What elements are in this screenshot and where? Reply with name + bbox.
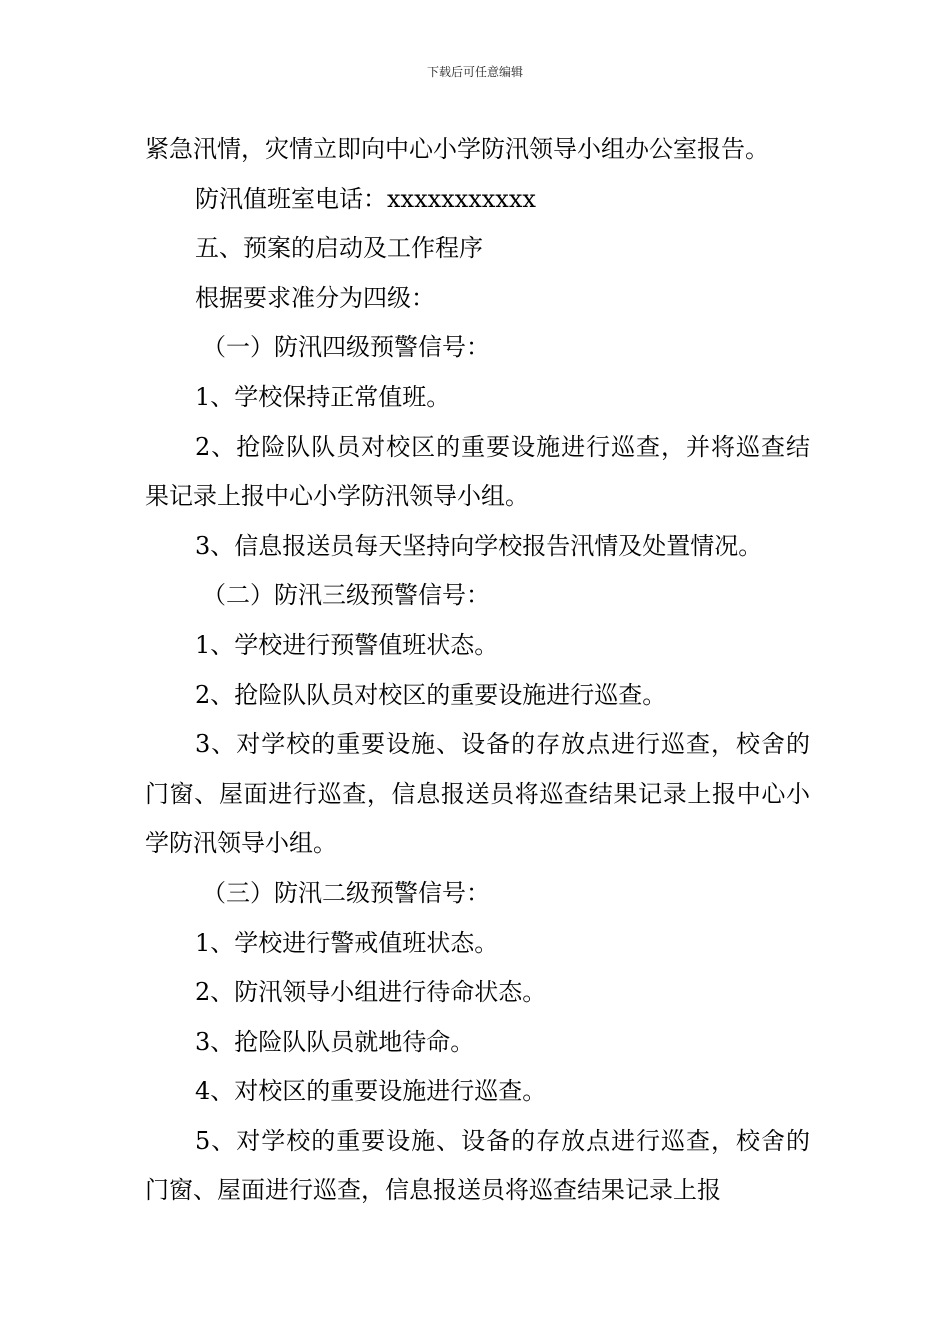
paragraph-levels-intro: 根据要求准分为四级：	[195, 283, 435, 312]
subheading-level-two: （三）防汛二级预警信号：	[202, 878, 490, 907]
page-header-note: 下载后可任意编辑	[426, 65, 523, 79]
section-heading: 五、预案的启动及工作程序	[195, 234, 483, 263]
list-item: 1、学校进行警戒值班状态。	[195, 928, 499, 957]
list-item: 1、学校进行预警值班状态。	[195, 630, 499, 659]
list-item: 3、抢险队队员就地待命。	[195, 1027, 475, 1056]
subheading-level-three: （二）防汛三级预警信号：	[202, 581, 490, 610]
list-item: 2、防汛领导小组进行待命状态。	[195, 978, 547, 1007]
list-item: 4、对校区的重要设施进行巡查。	[195, 1077, 547, 1106]
list-item: 1、学校保持正常值班。	[195, 382, 451, 411]
list-item: 3、对学校的重要设施、设备的存放点进行巡查，校舍的门窗、屋面进行巡查，信息报送员将巡查结果记录上报中心小学防汛领导小组。	[145, 730, 810, 858]
list-item: 2、抢险队队员对校区的重要设施进行巡查，并将巡查结果记录上报中心小学防汛领导小组。	[145, 432, 810, 511]
list-item: 5、对学校的重要设施、设备的存放点进行巡查，校舍的门窗、屋面进行巡查，信息报送员将巡查结果记录上报	[145, 1126, 810, 1205]
list-item: 3、信息报送员每天坚持向学校报告汛情及处置情况。	[195, 531, 763, 560]
subheading-level-four: （一）防汛四级预警信号：	[202, 333, 490, 362]
paragraph-phone: 防汛值班室电话：xxxxxxxxxxx	[195, 184, 536, 213]
paragraph-continuation: 紧急汛情，灾情立即向中心小学防汛领导小组办公室报告。	[145, 135, 769, 163]
list-item: 2、抢险队队员对校区的重要设施进行巡查。	[195, 680, 667, 709]
document-body	[145, 125, 810, 1216]
